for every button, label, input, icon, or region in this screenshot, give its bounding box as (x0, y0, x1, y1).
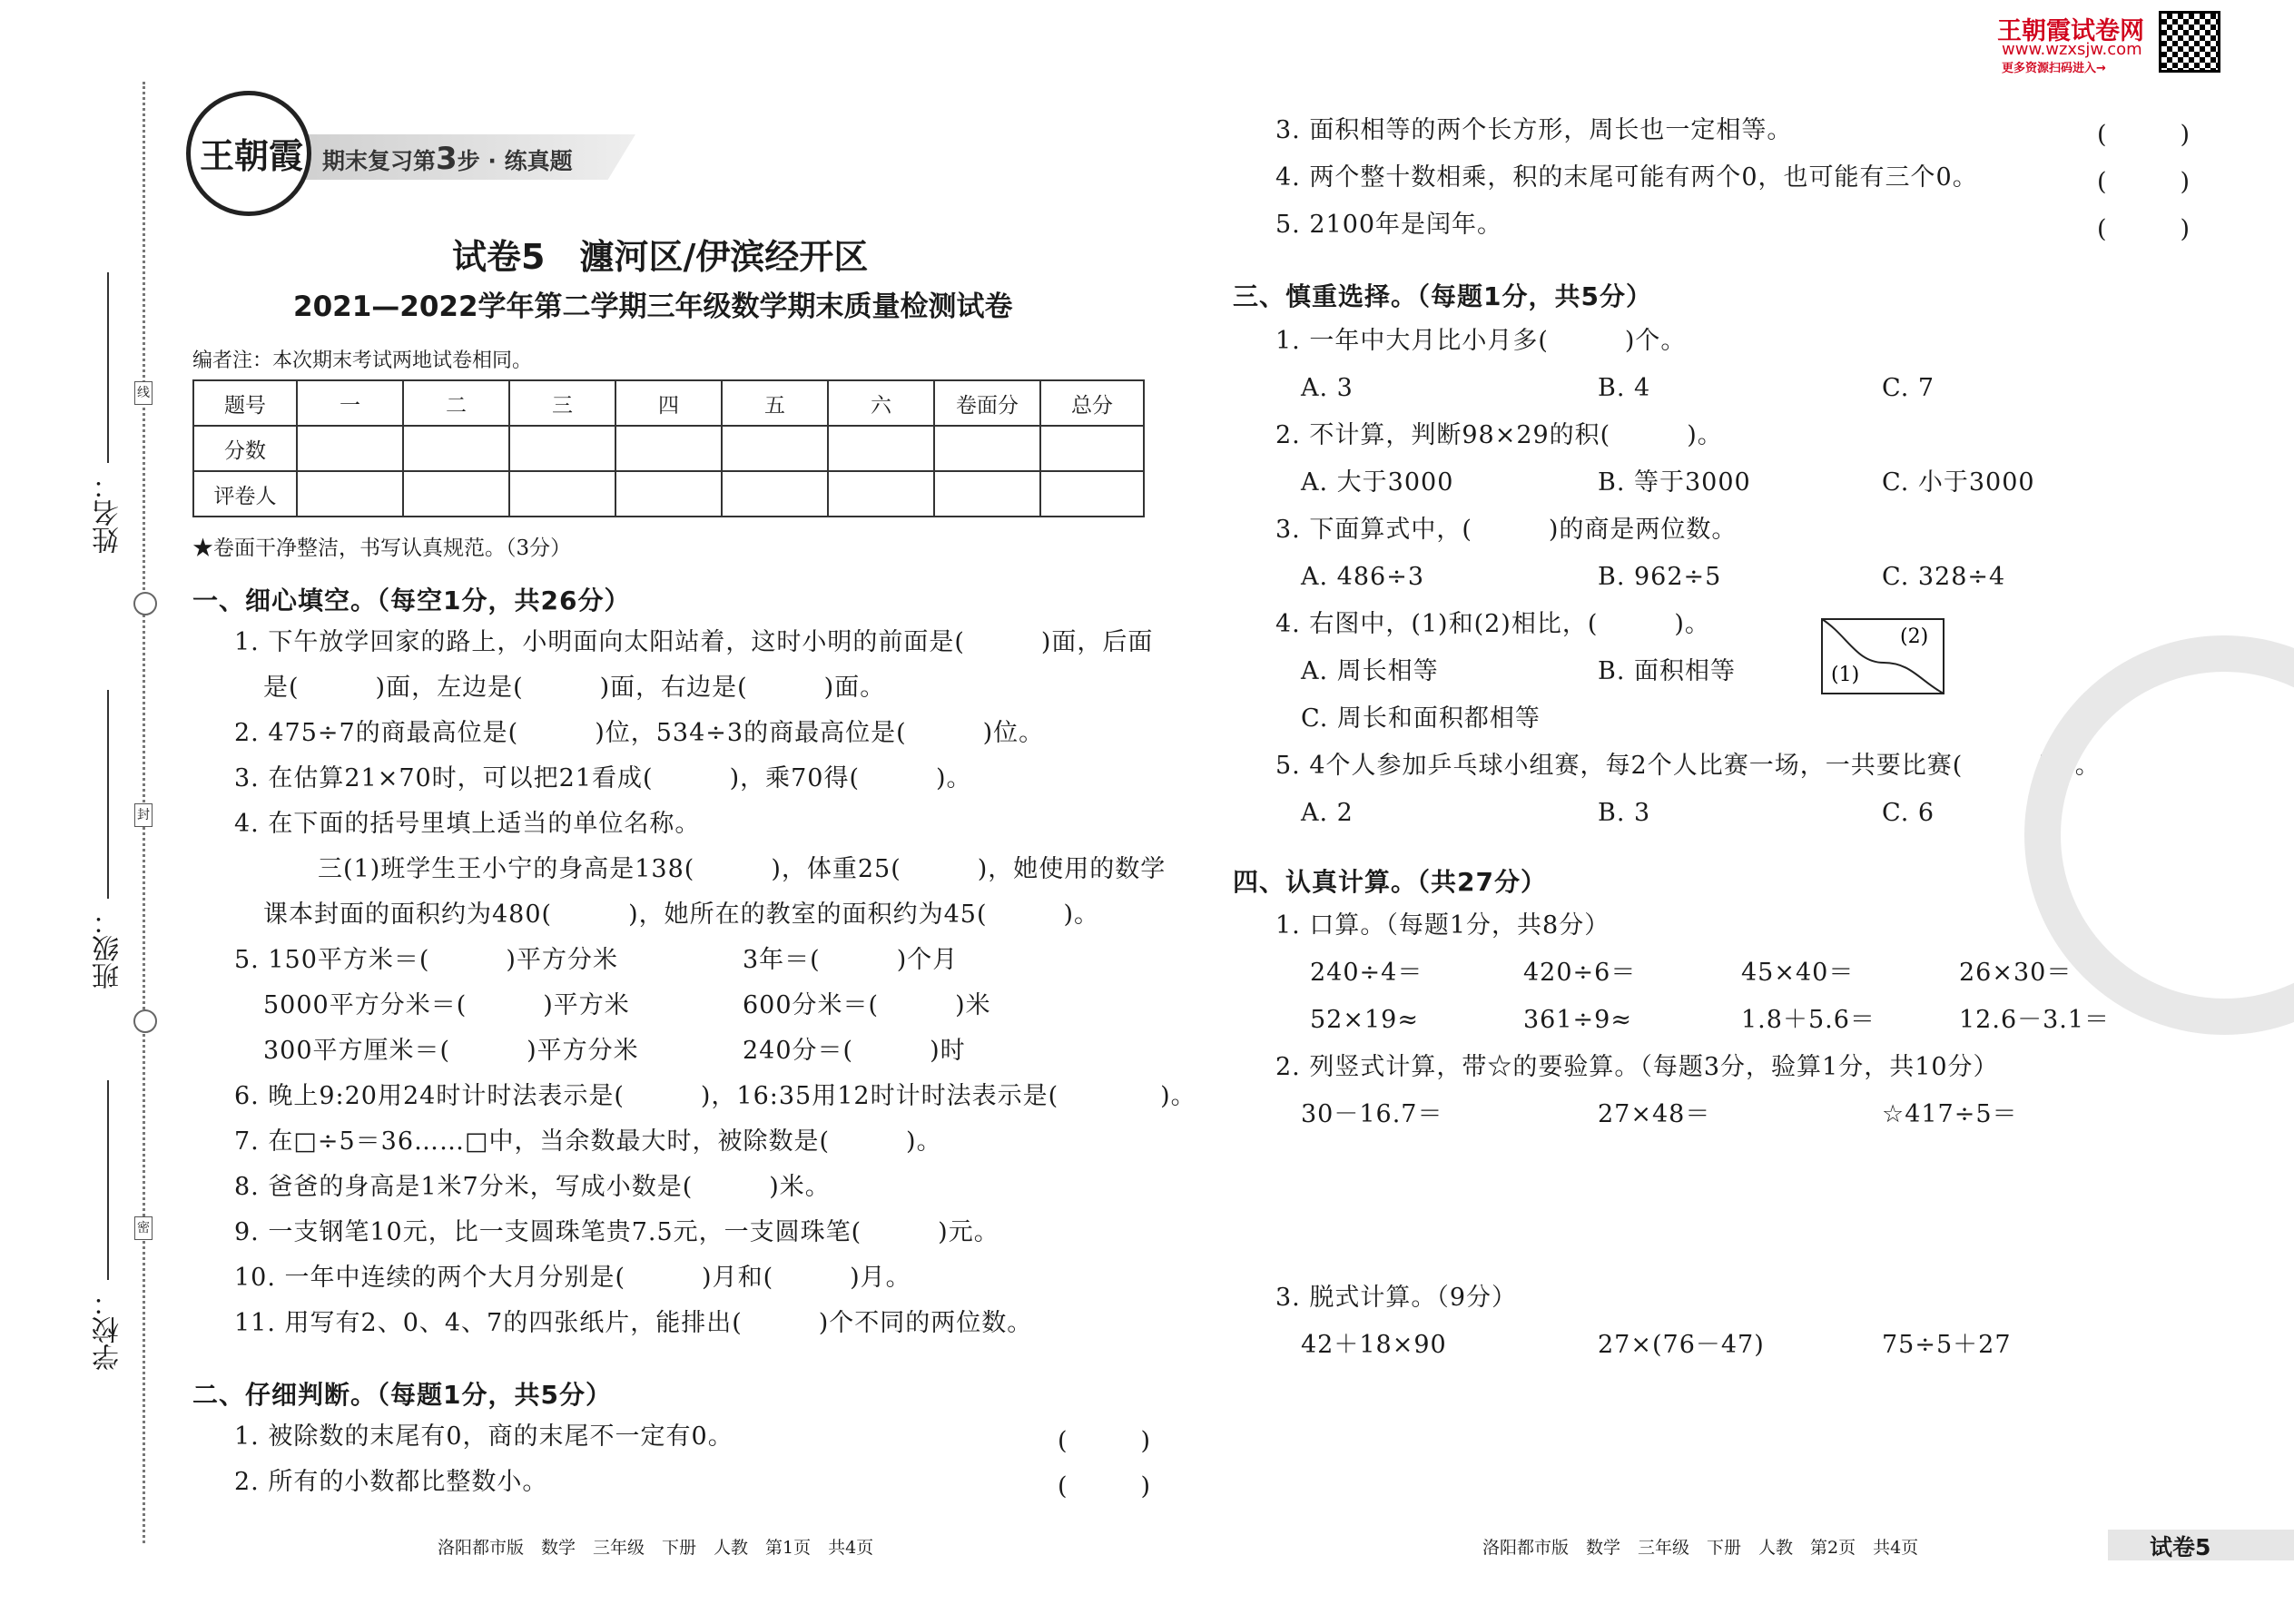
question-line: 1. 下午放学回家的路上，小明面向太阳站着，这时小明的前面是( )面，后面 (234, 628, 1154, 656)
name-label: 姓名： (93, 472, 124, 554)
site-note: 更多资源扫码进入→ (2002, 62, 2106, 75)
question-line: 三(1)班学生王小宁的身高是138( )，体重25( )，她使用的数学 (318, 855, 1167, 883)
site-logo: 王朝霞试卷网 (1997, 17, 2144, 45)
table-header: 题号 (193, 380, 297, 426)
calc-part: 1. 口算。（每题1分，共8分） (1275, 911, 1610, 940)
brand-logo: 王朝霞 (186, 91, 311, 216)
question-line: 240分＝( )时 (743, 1037, 966, 1065)
vertical-item: 27×48＝ (1598, 1100, 1711, 1128)
section2-title: 二、仔细判断。（每题1分，共5分） (192, 1380, 612, 1410)
oral-item: 1.8＋5.6＝ (1741, 1006, 1876, 1034)
choice-option[interactable]: A. 大于3000 (1301, 468, 1454, 497)
question-line: 课本封面的面积约为480( )，她所在的教室的面积约为45( )。 (263, 901, 1100, 929)
table-header: 总分 (1040, 380, 1144, 426)
choice-option[interactable]: B. 962÷5 (1598, 563, 1722, 591)
answer-paren[interactable]: ( ) (1058, 1427, 1151, 1455)
question-line: 7. 在□÷5＝36……□中，当余数最大时，被除数是( )。 (234, 1127, 942, 1156)
judge-item: 3. 面积相等的两个长方形，周长也一定相等。 (1275, 116, 1793, 144)
footer-left: 洛阳都市版 数学 三年级 下册 人教 第1页 共4页 (438, 1538, 874, 1558)
choice-option[interactable]: C. 328÷4 (1882, 563, 2006, 591)
name-underline[interactable] (107, 272, 109, 463)
question-line: 6. 晚上9:20用24时计时法表示是( )，16:35用12时计时法表示是( )。 (234, 1082, 1196, 1110)
judge-item: 1. 被除数的末尾有0，商的末尾不一定有0。 (234, 1422, 733, 1451)
choice-option[interactable]: C. 7 (1882, 374, 1935, 402)
exam-subtitle: 2021—2022学年第二学期三年级数学期末质量检测试卷 (293, 290, 1013, 323)
choice-stem: 1. 一年中大月比小月多( )个。 (1275, 327, 1687, 355)
question-line: 8. 爸爸的身高是1米7分米，写成小数是( )米。 (234, 1173, 831, 1201)
choice-option[interactable]: B. 等于3000 (1598, 468, 1751, 497)
score-table (192, 379, 1145, 517)
answer-paren[interactable]: ( ) (2097, 168, 2191, 196)
table-header: 三 (509, 380, 615, 426)
choice-stem: 2. 不计算，判断98×29的积( )。 (1275, 421, 1723, 449)
oral-item: 45×40＝ (1741, 959, 1855, 987)
row-label: 分数 (193, 426, 297, 471)
table-row (193, 380, 1144, 426)
score-cell[interactable] (403, 471, 509, 517)
score-cell[interactable] (615, 471, 722, 517)
answer-paren[interactable]: ( ) (2097, 121, 2191, 149)
score-cell[interactable] (934, 426, 1040, 471)
exam-title: 试卷5 瀍河区/伊滨经开区 (452, 237, 869, 277)
school-label: 学校： (93, 1289, 124, 1371)
step-item: 75÷5＋27 (1882, 1331, 2012, 1359)
score-cell[interactable] (828, 471, 934, 517)
score-cell[interactable] (828, 426, 934, 471)
step-item: 27×(76－47) (1598, 1331, 1765, 1359)
choice-option[interactable]: B. 面积相等 (1598, 657, 1737, 685)
table-header: 六 (828, 380, 934, 426)
class-label: 班级： (93, 908, 124, 989)
row-label: 评卷人 (193, 471, 297, 517)
figure-label-2: (2) (1900, 625, 1929, 648)
binding-mark-secret: 密 (134, 1216, 153, 1240)
score-cell[interactable] (297, 471, 403, 517)
binding-mark-seal: 封 (134, 803, 153, 827)
figure-label-1: (1) (1831, 664, 1860, 686)
answer-paren[interactable]: ( ) (1058, 1472, 1151, 1501)
oral-item: 361÷9≈ (1523, 1006, 1632, 1034)
table-row (193, 471, 1144, 517)
section3-title: 三、慎重选择。（每题1分，共5分） (1233, 281, 1652, 311)
score-cell[interactable] (1040, 471, 1144, 517)
calc-part: 3. 脱式计算。（9分） (1275, 1284, 1518, 1312)
choice-option[interactable]: A. 3 (1301, 374, 1354, 402)
oral-item: 420÷6＝ (1523, 959, 1637, 987)
footer-right: 洛阳都市版 数学 三年级 下册 人教 第2页 共4页 (1482, 1538, 1919, 1558)
score-cell[interactable] (722, 471, 828, 517)
answer-paren[interactable]: ( ) (2097, 215, 2191, 243)
question-line: 3年＝( )个月 (743, 946, 959, 974)
step-item: 42＋18×90 (1301, 1331, 1447, 1359)
choice-option[interactable]: B. 3 (1598, 799, 1651, 827)
oral-item: 12.6－3.1＝ (1959, 1006, 2111, 1034)
score-cell[interactable] (403, 426, 509, 471)
question-line: 10. 一年中连续的两个大月分别是( )月和( )月。 (234, 1264, 911, 1292)
calc-part: 2. 列竖式计算，带☆的要验算。（每题3分，验算1分，共10分） (1275, 1053, 1999, 1081)
choice-option[interactable]: A. 2 (1301, 799, 1354, 827)
choice-option[interactable]: C. 周长和面积都相等 (1301, 704, 1541, 733)
qr-code-icon[interactable] (2159, 11, 2220, 73)
vertical-item: 30－16.7＝ (1301, 1100, 1443, 1128)
binding-ring (133, 1009, 157, 1033)
question-line: 5. 150平方米＝( )平方分米 (234, 946, 618, 974)
question-line: 11. 用写有2、0、4、7的四张纸片，能排出( )个不同的两位数。 (234, 1309, 1033, 1337)
choice-option[interactable]: A. 486÷3 (1301, 563, 1424, 591)
editor-note: 编者注：本次期末考试两地试卷相同。 (192, 349, 533, 372)
table-header: 二 (403, 380, 509, 426)
question-line: 是( )面，左边是( )面，右边是( )面。 (263, 674, 886, 702)
choice-option[interactable]: B. 4 (1598, 374, 1651, 402)
choice-option[interactable]: C. 小于3000 (1882, 468, 2035, 497)
footer-tag: 试卷5 (2150, 1534, 2211, 1560)
score-cell[interactable] (722, 426, 828, 471)
score-cell[interactable] (509, 426, 615, 471)
section4-title: 四、认真计算。（共27分） (1233, 867, 1547, 897)
table-header: 五 (722, 380, 828, 426)
figure-diagram (1820, 617, 1945, 695)
section1-title: 一、细心填空。（每空1分，共26分） (192, 586, 631, 615)
question-line: 9. 一支钢笔10元，比一支圆珠笔贵7.5元，一支圆珠笔( )元。 (234, 1218, 999, 1246)
judge-item: 2. 所有的小数都比整数小。 (234, 1468, 548, 1496)
oral-item: 26×30＝ (1959, 959, 2072, 987)
judge-item: 5. 2100年是闰年。 (1275, 211, 1503, 239)
score-cell[interactable] (615, 426, 722, 471)
choice-option[interactable]: C. 6 (1882, 799, 1935, 827)
header-tag: 期末复习第3步 · 练真题 (322, 141, 573, 177)
site-url[interactable]: www.wzxsjw.com (2002, 40, 2142, 59)
binding-ring (133, 592, 157, 615)
class-underline[interactable] (107, 690, 109, 899)
score-cell[interactable] (1040, 426, 1144, 471)
oral-item: 240÷4＝ (1310, 959, 1423, 987)
question-line: 3. 在估算21×70时，可以把21看成( )，乘70得( )。 (234, 764, 972, 792)
score-cell[interactable] (934, 471, 1040, 517)
table-header: 四 (615, 380, 722, 426)
score-cell[interactable] (509, 471, 615, 517)
question-line: 2. 475÷7的商最高位是( )位，534÷3的商最高位是( )位。 (234, 719, 1045, 747)
vertical-item: ☆417÷5＝ (1882, 1100, 2018, 1128)
neatness-note: ★卷面干净整洁，书写认真规范。（3分） (192, 536, 572, 560)
table-header: 一 (297, 380, 403, 426)
choice-stem: 4. 右图中，(1)和(2)相比，( )。 (1275, 610, 1710, 638)
choice-stem: 5. 4个人参加乒乓球小组赛，每2个人比赛一场，一共要比赛( )场。 (1275, 752, 2101, 780)
choice-stem: 3. 下面算式中，( )的商是两位数。 (1275, 516, 1738, 544)
question-line: 4. 在下面的括号里填上适当的单位名称。 (234, 810, 701, 838)
binding-mark-line: 线 (134, 381, 153, 405)
question-line: 600分米＝( )米 (743, 991, 991, 1019)
table-row (193, 426, 1144, 471)
score-cell[interactable] (297, 426, 403, 471)
question-line: 5000平方分米＝( )平方米 (263, 991, 630, 1019)
question-line: 300平方厘米＝( )平方分米 (263, 1037, 639, 1065)
oral-item: 52×19≈ (1310, 1006, 1419, 1034)
choice-option[interactable]: A. 周长相等 (1301, 657, 1439, 685)
school-underline[interactable] (107, 1080, 109, 1280)
judge-item: 4. 两个整十数相乘，积的末尾可能有两个0，也可能有三个0。 (1275, 163, 1978, 192)
table-header: 卷面分 (934, 380, 1040, 426)
